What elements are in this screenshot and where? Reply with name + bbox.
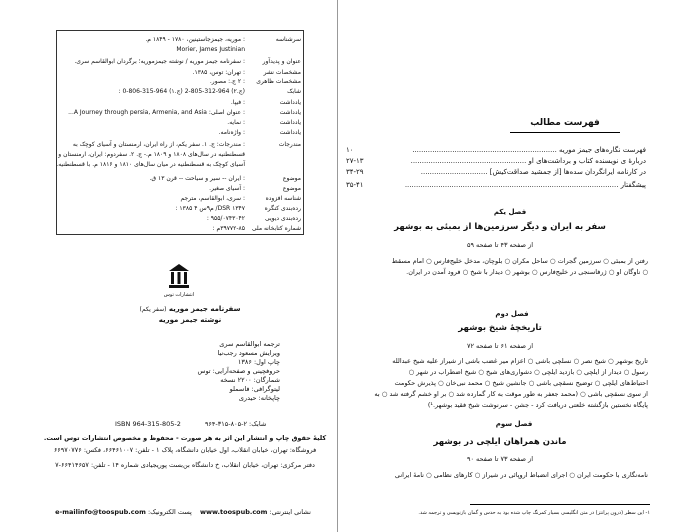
toc-entry-page: ۱۰ bbox=[346, 146, 354, 154]
toc-title-rule bbox=[510, 132, 620, 133]
website-link[interactable]: www.toospub.com bbox=[199, 508, 268, 516]
catalog-row bbox=[61, 45, 301, 55]
chapter-summary-line: رسول ○ دیدار از ایلچی ○ بازدید ایلچی ○ دشواری‌های شیخ ○ شیخ اضطراب در شهر ○ bbox=[408, 368, 648, 376]
lithography-line: لیتوگرافی: فاسملو bbox=[229, 385, 280, 393]
chapter-summary-line: احتیاط‌های ایلچی ○ توضیح نسقچی باشی ○ جانشین شیخ ○ محمد نبی‌خان ○ پذیرش حکومت bbox=[394, 379, 648, 387]
chapter-heading: فصل دوم bbox=[495, 310, 529, 318]
isbn-line bbox=[115, 420, 335, 428]
chapter-page-range: از صفحه ۷۳ تا صفحه ۹۰ bbox=[466, 455, 534, 463]
catalog-value: : موریه، جیمزجاستینین، ۱۷۸۰ - ۱۸۴۹ م. bbox=[145, 36, 245, 43]
chapter-title[interactable]: تاریخچهٔ شیخ بوشهر bbox=[458, 323, 542, 333]
editor-line: ویرایش مسعود رجب‌نیا bbox=[217, 349, 280, 357]
rights-notice: کلیهٔ حقوق چاپ و انتشار این اثر به هر صورت - محفوظ و مخصوص انتشارات توس است. bbox=[43, 434, 327, 442]
catalog-label: شماره کتابخانه ملی bbox=[251, 225, 301, 232]
printing-line: چاپخانه: حیدری bbox=[238, 394, 280, 402]
chapter-heading: فصل یکم bbox=[493, 208, 527, 216]
catalog-value: DSR ۱۳۴۷/ م۹س ۴ ۱۳۸۵ : bbox=[175, 205, 245, 212]
catalog-value: Morier, James Justinian bbox=[176, 46, 245, 53]
catalog-value: : سری، ابوالقاسم، مترجم bbox=[180, 195, 245, 202]
catalog-row bbox=[61, 174, 301, 184]
catalog-row bbox=[61, 77, 301, 87]
catalog-value: آسیای کوچک به قسطنطنیه در میان سال‌های ۱۸۱۰ و ۱۸۱۶ م. با قسطنطنیه. bbox=[56, 161, 245, 168]
shabak-value: شابک: ۲-۸۰۵-۳۱۵-۹۶۴ bbox=[204, 420, 267, 428]
catalog-row bbox=[61, 214, 301, 224]
toc-entry-title: فهرست نگاره‌های جیمز موریه ................................................................. bbox=[412, 146, 646, 154]
catalog-value: : فیپا. bbox=[230, 99, 245, 106]
catalog-value: : ایران -- سیر و سیاحت -- قرن ۱۳ ق. bbox=[149, 175, 245, 182]
catalog-label: شناسه افزوده bbox=[265, 195, 301, 202]
catalog-row bbox=[56, 160, 301, 170]
isbn-value: 964-315-805-2 bbox=[132, 420, 181, 428]
translator-line: ترجمه ابوالقاسم سری bbox=[219, 340, 280, 348]
catalog-row bbox=[61, 98, 301, 108]
toc-title: فهرست مطالب bbox=[530, 118, 600, 128]
footnote-rule bbox=[470, 504, 650, 505]
edition-line: چاپ اول: ۱۳۸۶ bbox=[237, 358, 280, 366]
catalog-label: یادداشت bbox=[279, 99, 301, 106]
toc-entry-title: دربارهٔ ی نویسنده کتاب و برداشت‌های او .................................................... bbox=[410, 157, 646, 165]
email-label: پست الکترونیک: bbox=[147, 508, 192, 516]
toc-entry-title: پیشگفتار ................................................................................................ bbox=[404, 181, 646, 189]
print-run-line: شمارگان: ۲۲۰۰ نسخه bbox=[220, 376, 280, 384]
chapter-summary-line: از سوی نسقچی باشی ○ (محمد جعفر به طور موقت به کار گمارده شد ○ بر او خشم گرفته شد ○ به bbox=[374, 390, 648, 398]
catalog-label: مشخصات ظاهری bbox=[256, 78, 301, 85]
catalog-label: مشخصات نشر bbox=[263, 69, 301, 76]
catalog-value: : سفرنامه جیمز موریه / نوشته جیمزموریه؛ برگردان ابوالقاسم سری. bbox=[74, 58, 245, 65]
catalog-value: قسطنطنیه در سال‌های ۱۸۰۸ و ۱۸۰۹ م.- ج. ۲. سفردوم: ایران، ارمنستان و bbox=[58, 151, 245, 158]
chapter-summary-line: تاریخ بوشهر ○ شیخ نصر ○ نسلچی باشی ○ اعزام میر غضب باشی از شیراز علیه شیخ عبدالله bbox=[392, 357, 648, 365]
catalog-label: یادداشت bbox=[279, 129, 301, 136]
chapter-title[interactable]: ماندن همراهان ایلچی در بوشهر bbox=[433, 437, 567, 447]
catalog-row bbox=[58, 150, 301, 160]
toc-entry[interactable] bbox=[346, 167, 646, 178]
catalog-row bbox=[61, 204, 301, 214]
catalog-label: مندرجات bbox=[278, 141, 301, 148]
office-address: دفتر مرکزی: تهران، خیابان انقلاب، خ دانشگاه بن‌بست پوریجیادی شماره ۱۴ - تلفن: ۶۶۴۱۴۶۵۷-۷ bbox=[55, 461, 315, 469]
author-line: نوشته جیمز موریه bbox=[158, 316, 222, 324]
store-address: فروشگاه: تهران، خیابان انقلاب، اول خیابان دانشگاه، پلاک ۱ - تلفن: ۶۶۴۶۱۰۰۷، فکس: ۶۶۹۷۰۷۷۶ bbox=[53, 446, 317, 454]
typesetting-line: حروفچینی و صفحه‌آرایی: توس bbox=[197, 367, 280, 375]
book-title-note: (سفر یکم) bbox=[139, 306, 167, 313]
catalog-row bbox=[61, 194, 301, 204]
chapter-summary-line: رفتن از بمبئی ○ سرزمین گجرات ○ ساحل مکران ○ بلوچان، مدخل خلیج‌فارس ○ امام مسقط bbox=[391, 257, 648, 265]
catalog-value: : آسیای صغیر. bbox=[209, 185, 245, 192]
email-link[interactable]: e-mailinfo@toospub.com bbox=[55, 508, 146, 516]
publisher-logo-icon bbox=[168, 263, 190, 289]
contact-line bbox=[48, 508, 318, 516]
catalog-label: موضوع bbox=[282, 175, 301, 182]
catalog-value: : واژه‌نامه. bbox=[218, 129, 245, 136]
catalog-row bbox=[61, 87, 301, 97]
catalog-label: سرشناسه bbox=[275, 36, 301, 43]
catalog-label: رده‌بندی دیویی bbox=[264, 215, 301, 222]
catalog-label: عنوان و پدیدآور bbox=[262, 58, 301, 65]
cataloging-box bbox=[56, 30, 304, 235]
chapter-heading: فصل سوم bbox=[495, 420, 533, 428]
catalog-row bbox=[61, 118, 301, 128]
toc-entry[interactable] bbox=[346, 156, 646, 167]
catalog-label: یادداشت bbox=[279, 119, 301, 126]
catalog-value: : مندرجات: ج. ۱. سفر یکم، از راه ایران، ارمنستان و آسیای کوچک به bbox=[72, 141, 245, 148]
catalog-value: (ج.۲) 964-312-805-2 (ج.۱) 964-315-806-0 : bbox=[118, 88, 245, 95]
chapter-summary-line: ○ ناوگان او ○ ژرفاسنجی در خلیج‌فارس ○ بوشهر ○ دیدار با شیخ ○ فرود آمدن در ایران. bbox=[406, 268, 648, 276]
toc-entry[interactable] bbox=[346, 145, 646, 156]
catalog-value: : ۲ ج.: مصور. bbox=[209, 78, 245, 85]
chapter-summary-line: نامه‌نگاری با حکومت ایران ○ اجرای انضباط اروپائی در شیراز ○ کارهای نظامی ○ نامهٔ ایرانی bbox=[394, 471, 648, 479]
toc-entry[interactable] bbox=[346, 180, 646, 191]
catalog-row bbox=[61, 128, 301, 138]
catalog-row bbox=[61, 35, 301, 45]
catalog-value: : تهران: توس، ۱۳۸۵. bbox=[192, 69, 245, 76]
book-title-text: سفرنامه جیمز موریه bbox=[168, 305, 241, 313]
catalog-value: ۳۹۷۷۲-۸۵م : bbox=[212, 225, 245, 232]
chapter-title[interactable]: سفر به ایران و دیگر سرزمین‌ها از بمبئی به بوشهر bbox=[394, 222, 606, 232]
catalog-label: شابک bbox=[287, 88, 301, 95]
footnote: ۱- این سطر (درون پرانتز) در متن انگلیسی بسیار کمرنگ چاپ شده بود به حدس و گمان بازنویسی و ترجمه شد. bbox=[418, 510, 650, 516]
chapter-page-range: از صفحه ۴۳ تا صفحه ۵۹ bbox=[466, 241, 534, 249]
catalog-value: : نمایه. bbox=[227, 119, 245, 126]
catalog-label: موضوع bbox=[282, 185, 301, 192]
toc-entry-page: ۳۴-۲۹ bbox=[346, 168, 364, 176]
toc-entry-page: ۲۷-۱۳ bbox=[346, 157, 364, 165]
catalog-label: یادداشت bbox=[279, 109, 301, 116]
toc-entry-page: ۳۵-۴۱ bbox=[346, 181, 364, 189]
catalog-label: رده‌بندی کنگره bbox=[264, 205, 301, 212]
chapter-summary-line: پایگاه نخستین بازگشته خلعتی دریافت کرد - جشن - سرنوشت شیخ فقید بوشهر.¹) bbox=[427, 401, 648, 409]
catalog-value: : عنوان اصلی: A Journey through persia, Armenia, and Asia... bbox=[68, 109, 245, 116]
toc-entry-title: در کارنامه ایرانگردان سده‌ها [از جمشید صداقت‌کیش] .............................. bbox=[420, 168, 646, 176]
catalog-row bbox=[61, 57, 301, 67]
chapter-page-range: از صفحه ۶۱ تا صفحه ۷۲ bbox=[466, 342, 534, 350]
catalog-row bbox=[61, 140, 301, 150]
catalog-row bbox=[61, 224, 301, 234]
catalog-row bbox=[61, 108, 301, 118]
logo-caption: انتشارات توس bbox=[163, 292, 195, 298]
website-label: نشانی اینترنتی: bbox=[269, 508, 311, 516]
isbn-label: ISBN bbox=[115, 420, 131, 428]
catalog-row bbox=[61, 184, 301, 194]
book-title bbox=[110, 304, 270, 315]
catalog-value: ۹۵۵/۰۷۴۳۰۴۲ : bbox=[206, 215, 245, 222]
